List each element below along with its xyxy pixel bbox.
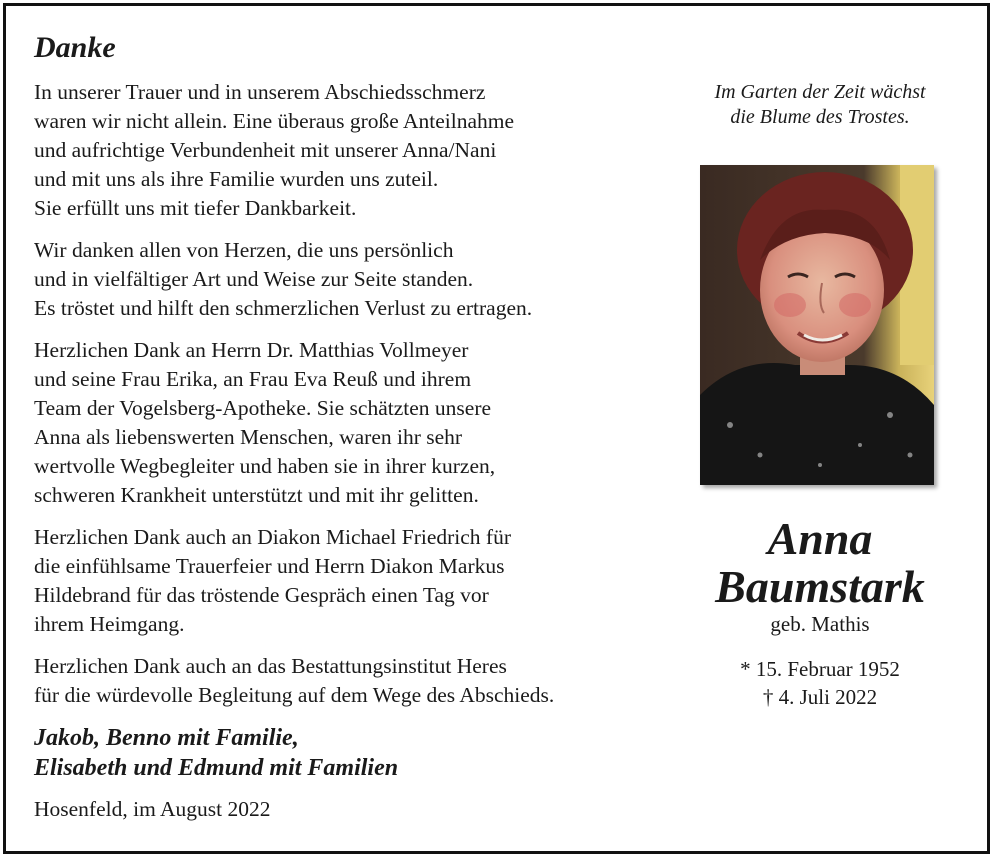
text-line: Sie erfüllt uns mit tiefer Dankbarkeit. xyxy=(34,196,357,220)
portrait-image xyxy=(700,165,934,485)
text-line: Anna als liebenswerten Menschen, waren ihr sehr xyxy=(34,425,463,449)
text-line: waren wir nicht allein. Eine überaus große Anteilnahme xyxy=(34,109,515,133)
family-signature xyxy=(34,723,674,783)
death-date: † 4. Juli 2022 xyxy=(762,685,878,709)
signature-line: Elisabeth und Edmund mit Familien xyxy=(34,755,399,781)
portrait-photo xyxy=(700,165,934,485)
motto xyxy=(680,80,960,130)
paragraph-3 xyxy=(34,336,674,510)
first-name: Anna xyxy=(767,513,873,564)
text-line: Es tröstet und hilft den schmerzlichen Verlust zu ertragen. xyxy=(34,296,533,320)
paragraph-2 xyxy=(34,236,674,323)
motto-block xyxy=(680,80,960,130)
page-title: Danke xyxy=(34,31,116,64)
motto-line: die Blume des Trostes. xyxy=(730,106,910,128)
text-line: Hildebrand für das tröstende Gespräch einen Tag vor xyxy=(34,583,489,607)
text-line: die einfühlsame Trauerfeier und Herrn Diakon Markus xyxy=(34,554,505,578)
life-dates xyxy=(680,655,960,711)
motto-line: Im Garten der Zeit wächst xyxy=(714,81,926,103)
text-line: und in vielfältiger Art und Weise zur Seite standen. xyxy=(34,267,474,291)
signature-line: Jakob, Benno mit Familie, xyxy=(34,725,299,751)
birth-name: geb. Mathis xyxy=(770,612,870,636)
birth-date: * 15. Februar 1952 xyxy=(740,657,900,681)
text-line: und seine Frau Erika, an Frau Eva Reuß und ihrem xyxy=(34,367,472,391)
text-line: für die würdevolle Begleitung auf dem Wege des Abschieds. xyxy=(34,683,555,707)
text-line: Herzlichen Dank auch an Diakon Michael Friedrich für xyxy=(34,525,511,549)
deceased-name xyxy=(680,515,960,611)
paragraph-4 xyxy=(34,523,674,639)
text-line: Team der Vogelsberg-Apotheke. Sie schätzten unsere xyxy=(34,396,492,420)
text-line: und mit uns als ihre Familie wurden uns zuteil. xyxy=(34,167,439,191)
text-line: In unserer Trauer und in unserem Abschiedsschmerz xyxy=(34,80,486,104)
thanks-column xyxy=(34,30,674,824)
place-date: Hosenfeld, im August 2022 xyxy=(34,797,271,821)
paragraph-5 xyxy=(34,652,674,710)
text-line: Herzlichen Dank auch an das Bestattungsinstitut Heres xyxy=(34,654,507,678)
text-line: Wir danken allen von Herzen, die uns persönlich xyxy=(34,238,454,262)
text-line: wertvolle Wegbegleiter und haben sie in ihrer kurzen, xyxy=(34,454,496,478)
text-line: Herzlichen Dank an Herrn Dr. Matthias Vollmeyer xyxy=(34,338,469,362)
last-name: Baumstark xyxy=(715,561,925,612)
text-line: und aufrichtige Verbundenheit mit unserer Anna/Nani xyxy=(34,138,497,162)
paragraph-1 xyxy=(34,78,674,223)
text-line: schweren Krankheit unterstützt und mit ihr gelitten. xyxy=(34,483,479,507)
text-line: ihrem Heimgang. xyxy=(34,612,185,636)
